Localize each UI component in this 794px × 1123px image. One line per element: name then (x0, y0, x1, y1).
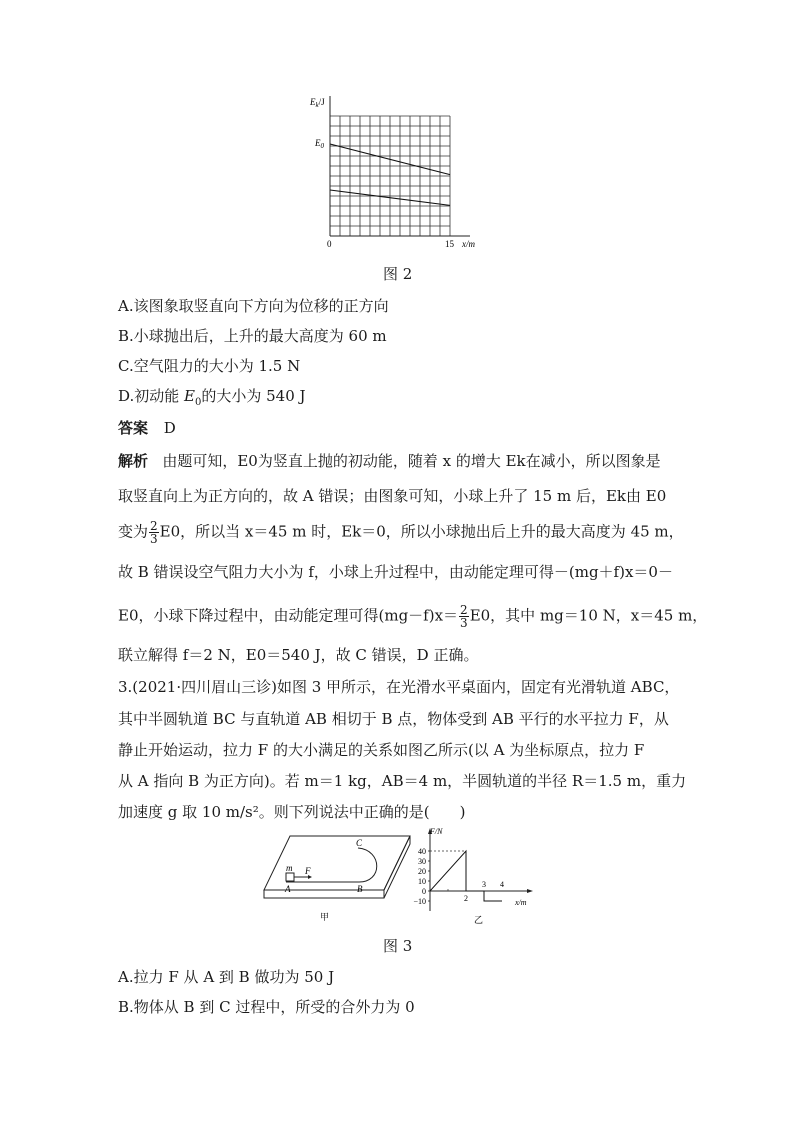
e0-label: $E_0$ (315, 138, 324, 150)
table-front (264, 890, 384, 898)
y-tick-label: 10 (418, 877, 426, 886)
analysis-line-4: 故 B 错误设空气阻力大小为 f，小球上升过程中，由动能定理可得－(mg＋f)x＝0－ (118, 563, 673, 581)
y-tick-label: 30 (418, 857, 426, 866)
analysis-line-2: 取竖直向上为正方向的，故 A 错误；由图象可知，小球上升了 15 m 后，Ek由 E0 (118, 487, 667, 505)
label-B: B (357, 884, 363, 894)
analysis-line-6: 联立解得 f＝2 N，E0＝540 J，故 C 错误，D 正确。 (118, 646, 479, 664)
x-tick-label: 3 (482, 880, 486, 889)
label-C: C (356, 838, 363, 848)
fraction-2-3: $\frac{2}{3}$ (460, 603, 468, 630)
y-tick-label: −10 (413, 897, 426, 906)
x-tick-label: 4 (500, 880, 504, 889)
semicircle-track-bc (358, 848, 377, 882)
analysis-line-5: E0，小球下降过程中，由动能定理可得(mg－f)x＝ $\frac{2}{3}$ E0，其中 mg＝10 N，x＝45 m， (118, 603, 708, 630)
q3-line-1: 3.(2021·四川眉山三诊)如图 3 甲所示，在光滑水平桌面内，固定有光滑轨道 ABC， (118, 678, 680, 696)
q3-option-b: B.物体从 B 到 C 过程中，所受的合外力为 0 (118, 998, 415, 1016)
x-axis-label: x/m (462, 239, 475, 249)
x-tick-label: 2 (464, 894, 468, 903)
label-m: m (286, 863, 293, 873)
figure-3-jia (258, 828, 418, 928)
chart-grid (330, 116, 450, 236)
answer: 答案 D (118, 419, 176, 437)
y-axis-label: F/N (430, 827, 443, 836)
y-axis-label: $E_k/J$ (310, 97, 325, 109)
block-m (286, 873, 294, 881)
table-side (384, 836, 410, 898)
x-axis-label: x/m (515, 898, 527, 907)
y-tick-label: 20 (418, 867, 426, 876)
q3-line-5: 加速度 g 取 10 m/s²。则下列说法中正确的是( ) (118, 803, 466, 821)
analysis-line-1: 解析 由题可知，E0为竖直上抛的初动能，随着 x 的增大 Ek在减小，所以图象是 (118, 452, 661, 470)
analysis-line-3: 变为 $\frac{2}{3}$ E0，所以当 x＝45 m 时，Ek＝0，所以小球抛出后上升的最大高度为 45 m， (118, 519, 684, 546)
label-F: F (305, 866, 311, 876)
figure-2 (300, 92, 490, 252)
option-a: A.该图象取竖直向下方向为位移的正方向 (118, 297, 389, 315)
q3-line-3: 静止开始运动，拉力 F 的大小满足的关系如图乙所示(以 A 为坐标原点，拉力 F (118, 741, 645, 759)
q3-line-4: 从 A 指向 B 为正方向)。若 m＝1 kg，AB＝4 m，半圆轨道的半径 R＝1.5 m，重力 (118, 772, 687, 790)
y-tick-label: 0 (422, 887, 426, 896)
option-d: D.初动能 $E_0$的大小为 540 J (118, 387, 306, 408)
figure-2-chart (300, 92, 490, 252)
caption-yi: 乙 (474, 915, 484, 925)
x-tick-15: 15 (445, 239, 454, 249)
q3-line-2: 其中半圆轨道 BC 与直轨道 AB 相切于 B 点，物体受到 AB 平行的水平拉力 F，从 (118, 710, 669, 728)
caption-jia: 甲 (320, 912, 330, 922)
label-A: A (285, 884, 291, 894)
figure-3-yi (408, 825, 538, 930)
figure-3-caption: 图 3 (383, 937, 413, 955)
fraction-2-3: $\frac{2}{3}$ (150, 519, 158, 546)
option-b: B.小球抛出后，上升的最大高度为 60 m (118, 327, 387, 345)
figure-2-caption: 图 2 (383, 265, 413, 283)
y-tick-label: 40 (418, 847, 426, 856)
q3-option-a: A.拉力 F 从 A 到 B 做功为 50 J (118, 968, 335, 986)
origin-label: 0 (327, 239, 332, 249)
option-c: C.空气阻力的大小为 1.5 N (118, 357, 301, 375)
